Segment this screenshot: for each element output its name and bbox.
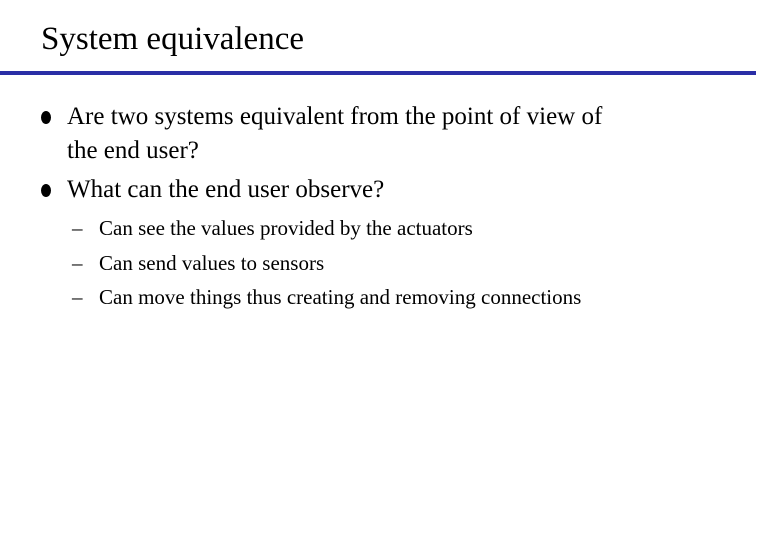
bullet-dot-icon	[41, 184, 51, 197]
sub-bullet-text: Can send values to sensors	[99, 251, 325, 275]
sub-bullet-item	[72, 282, 581, 312]
sub-bullet-item	[72, 248, 324, 278]
sub-bullet-text: Can move things thus creating and removing connections	[99, 285, 582, 309]
dash-marker: –	[72, 216, 83, 240]
title-divider-line	[0, 71, 756, 75]
bullet-text: What can the end user observe?	[67, 176, 385, 203]
slide-title: System equivalence	[41, 21, 305, 57]
dash-marker: –	[72, 285, 83, 309]
bullet-dot-icon	[41, 111, 51, 124]
sub-bullet-item	[72, 213, 473, 243]
dash-marker: –	[72, 251, 83, 275]
sub-bullet-text: Can see the values provided by the actuators	[99, 216, 473, 240]
bullet-text: Are two systems equivalent from the point of view of the end user?	[67, 103, 603, 164]
